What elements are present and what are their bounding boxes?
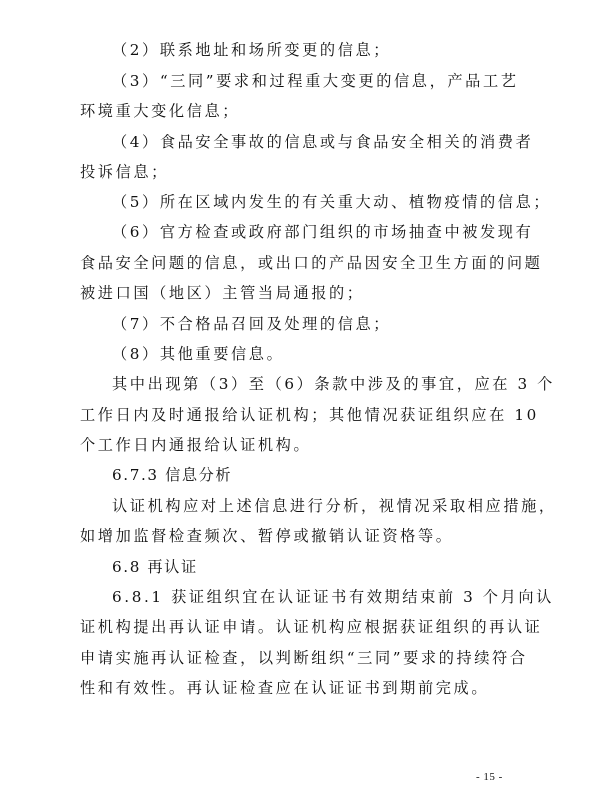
text-line: 工作日内及时通报给认证机构；其他情况获证组织应在 10: [80, 406, 539, 424]
text-line: 被进口国（地区）主管当局通报的；: [80, 284, 365, 302]
text-line: 环境重大变化信息；: [80, 102, 241, 120]
page-number: - 15 -: [476, 771, 503, 783]
text-line: （4）食品安全事故的信息或与食品安全相关的消费者: [112, 133, 534, 151]
text-line: 6.8.1 获证组织宜在认证证书有效期结束前 3 个月向认: [112, 588, 554, 606]
text-line: 其中出现第（3）至（6）条款中涉及的事宜，应在 3 个: [112, 375, 555, 393]
text-line: （2）联系地址和场所变更的信息；: [112, 41, 392, 59]
text-line: 个工作日内通报给认证机构。: [80, 436, 312, 454]
text-line: 证机构提出再认证申请。认证机构应根据获证组织的再认证: [80, 618, 543, 636]
text-line: （7）不合格品召回及处理的信息；: [112, 315, 392, 333]
text-line: （3）“三同”要求和过程重大变更的信息，产品工艺: [112, 72, 519, 90]
text-line: 如增加监督检查频次、暂停或撤销认证资格等。: [80, 527, 454, 545]
text-line: 投诉信息；: [80, 163, 169, 181]
text-line: （6）官方检查或政府部门组织的市场抽查中被发现有: [112, 223, 534, 241]
text-line: 性和有效性。再认证检查应在认证证书到期前完成。: [80, 679, 490, 697]
text-line: 申请实施再认证检查，以判断组织“三同”要求的持续符合: [80, 649, 528, 667]
text-line: （5）所在区域内发生的有关重大动、植物疫情的信息；: [112, 193, 552, 211]
text-line: 认证机构应对上述信息进行分析，视情况采取相应措施，: [112, 497, 557, 515]
text-line: 食品安全问题的信息，或出口的产品因安全卫生方面的问题: [80, 254, 543, 272]
section-heading: 6.7.3 信息分析: [112, 466, 233, 484]
section-heading: 6.8 再认证: [112, 558, 198, 576]
text-line: （8）其他重要信息。: [112, 345, 285, 363]
